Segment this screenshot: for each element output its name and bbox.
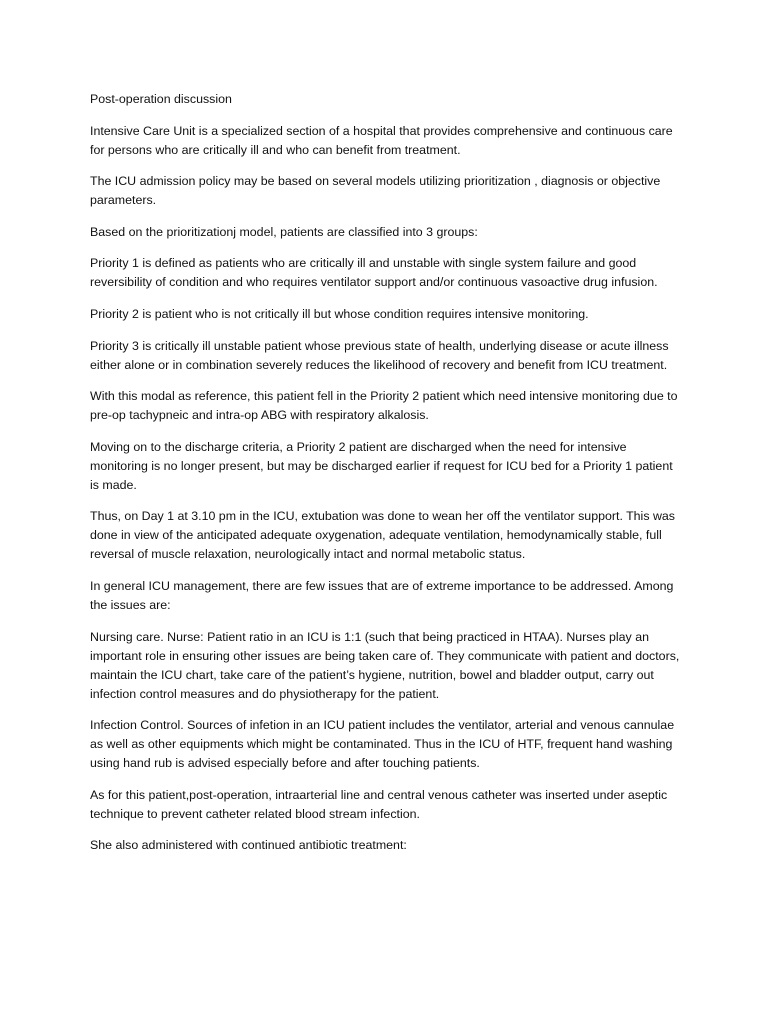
paragraph-discharge-criteria: Moving on to the discharge criteria, a Priority 2 patient are discharged when the need for intensive monitoring is no longer present, but may be discharged earlier if request for ICU bed for a Priority 1 patient is made. xyxy=(90,439,673,492)
paragraph-extubation: Thus, on Day 1 at 3.10 pm in the ICU, extubation was done to wean her off the ventilator support. This was done in view of the anticipated adequate oxygenation, adequate ventilation, hemodynamically stable, full reversal of muscle relaxation, neurologically intact and normal metabolic status. xyxy=(90,509,675,562)
paragraph-antibiotic-treatment: She also administered with continued antibiotic treatment: xyxy=(90,838,407,853)
paragraph-prioritization-model: Based on the prioritizationj model, patients are classified into 3 groups: xyxy=(90,224,478,239)
paragraph-infection-control: Infection Control. Sources of infetion in an ICU patient includes the ventilator, arterial and venous cannulae as well as other equipments which might be contaminated. Thus in the ICU of HTF, frequent hand washing using hand rub is advised especially before and after touching patients. xyxy=(90,718,675,771)
document-body xyxy=(90,90,680,868)
paragraph-priority-3: Priority 3 is critically ill unstable patient whose previous state of health, underlying disease or acute illness either alone or in combination severely reduces the likelihood of recovery and benefit from ICU treatment. xyxy=(90,338,669,372)
paragraph-icu-definition: Intensive Care Unit is a specialized section of a hospital that provides comprehensive and continuous care for persons who are critically ill and who can benefit from treatment. xyxy=(90,123,673,157)
paragraph-icu-management: In general ICU management, there are few issues that are of extreme importance to be addressed. Among the issues are: xyxy=(90,578,674,612)
paragraph-priority-1: Priority 1 is defined as patients who are critically ill and unstable with single system failure and good reversibility of condition and who requires ventilator support and/or continuous vasoactive drug infusion. xyxy=(90,256,658,290)
document-title: Post-operation discussion xyxy=(90,92,232,106)
paragraph-priority-2: Priority 2 is patient who is not critically ill but whose condition requires intensive monitoring. xyxy=(90,306,589,321)
paragraph-catheter-insertion: As for this patient,post-operation, intraarterial line and central venous catheter was inserted under aseptic technique to prevent catheter related blood stream infection. xyxy=(90,787,668,821)
paragraph-admission-policy: The ICU admission policy may be based on several models utilizing prioritization , diagnosis or objective parameters. xyxy=(90,174,661,208)
paragraph-nursing-care: Nursing care. Nurse: Patient ratio in an ICU is 1:1 (such that being practiced in HTAA). Nurses play an important role in ensuring other issues are being taken care of. They communicate with patient and doctors, maintain the ICU chart, take care of the patient’s hygiene, nutrition, bowel and bladder output, carry out infection control measures and do physiotherapy for the patient. xyxy=(90,629,680,701)
paragraph-patient-classification: With this modal as reference, this patient fell in the Priority 2 patient which need intensive monitoring due to pre-op tachypneic and intra-op ABG with respiratory alkalosis. xyxy=(90,389,678,423)
